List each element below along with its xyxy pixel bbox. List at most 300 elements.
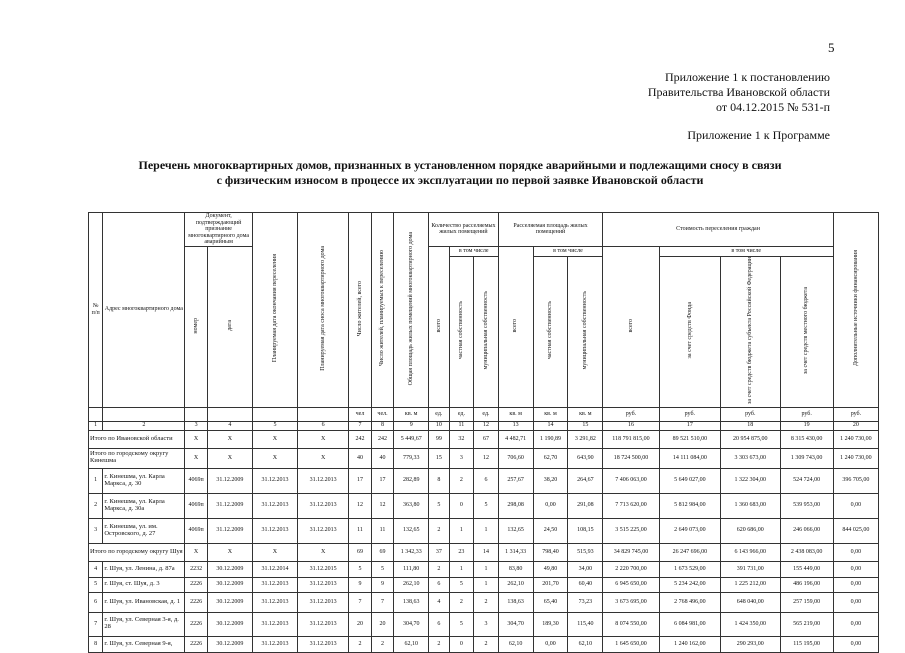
table-cell: 1 240 730,00 — [833, 430, 878, 448]
column-number-cell: 16 — [603, 421, 659, 430]
table-cell: 31.12.2013 — [252, 636, 297, 652]
table-cell: X — [298, 430, 349, 448]
table-cell: 1 240 162,00 — [659, 636, 720, 652]
table-cell: 99 — [429, 430, 449, 448]
row-number: 4 — [89, 561, 103, 577]
table-cell: 524 724,00 — [780, 468, 833, 493]
unit-cell — [298, 407, 349, 421]
table-cell: 30.12.2009 — [207, 561, 252, 577]
table-cell: 6 945 650,00 — [603, 577, 659, 592]
summary-label: Итого по городскому округу Шуя — [89, 543, 185, 561]
table-cell: 1 — [449, 518, 474, 543]
table-cell: 0,00 — [833, 493, 878, 518]
table-cell: 5 — [371, 561, 394, 577]
table-cell: 4069п — [185, 518, 208, 543]
header-residents-planned: Число жителей, планируемых к переселению — [379, 250, 386, 367]
table-cell: 31.12.2013 — [298, 518, 349, 543]
table-cell: 17 — [371, 468, 394, 493]
table-cell: 1 — [474, 518, 499, 543]
table-row — [89, 518, 879, 543]
table-cell: 24,50 — [533, 518, 568, 543]
table-cell: 2 — [474, 592, 499, 612]
header-cost-local: за счет средств местного бюджета — [803, 286, 810, 374]
table-cell: 62,10 — [568, 636, 603, 652]
table-cell: 189,30 — [533, 612, 568, 636]
address-cell: г. Кинешма, ул. Карла Маркса, д. 30а — [103, 493, 185, 518]
summary-row — [89, 448, 879, 468]
table-cell: 396 705,00 — [833, 468, 878, 493]
table-cell: 49,80 — [533, 561, 568, 577]
table-cell: 138,63 — [394, 592, 429, 612]
table-cell: 30.12.2009 — [207, 612, 252, 636]
table-cell: 23 — [449, 543, 474, 561]
table-cell: 18 724 500,00 — [603, 448, 659, 468]
address-cell: г. Шуя, ул. Ивановская, д. 1 — [103, 592, 185, 612]
summary-label: Итого по городскому округу Кинешма — [89, 448, 185, 468]
table-cell: 7 406 063,00 — [603, 468, 659, 493]
table-cell: 1 — [449, 561, 474, 577]
table-cell: 2 — [449, 592, 474, 612]
header-area-incl: в том числе — [533, 246, 603, 256]
table-cell: 6 — [429, 577, 449, 592]
table-cell: 5 449,67 — [394, 430, 429, 448]
table-cell: 31.12.2013 — [252, 493, 297, 518]
unit-cell: руб. — [603, 407, 659, 421]
column-number-cell: 6 — [298, 421, 349, 430]
table-cell: 34 829 745,00 — [603, 543, 659, 561]
table-cell: 5 649 027,00 — [659, 468, 720, 493]
table-cell: 12 — [349, 493, 372, 518]
header-area-private: частная собственность — [547, 301, 554, 360]
header-extra-funding: Дополнительные источники финансирования — [852, 250, 859, 367]
table-cell: 89 521 510,00 — [659, 430, 720, 448]
row-number: 6 — [89, 592, 103, 612]
table-cell: 363,80 — [394, 493, 429, 518]
table-cell: 11 — [349, 518, 372, 543]
table-cell: 6 143 966,00 — [721, 543, 780, 561]
table-cell: 298,08 — [498, 493, 533, 518]
table-cell: 31.12.2013 — [252, 518, 297, 543]
table-cell: 20 — [349, 612, 372, 636]
page-number: 5 — [828, 40, 835, 55]
column-number-cell: 9 — [394, 421, 429, 430]
unit-cell: руб. — [780, 407, 833, 421]
table-cell: 132,65 — [498, 518, 533, 543]
row-number: 5 — [89, 577, 103, 592]
unit-cell: ед. — [429, 407, 449, 421]
document-title — [100, 158, 820, 188]
table-cell: 115 195,00 — [780, 636, 833, 652]
header-address: Адрес многоквартирного дома — [103, 213, 185, 408]
appendix-line: от 04.12.2015 № 531-п — [716, 100, 830, 114]
table-cell: 1 424 350,00 — [721, 612, 780, 636]
table-cell: 648 040,00 — [721, 592, 780, 612]
table-cell: 1 309 743,00 — [780, 448, 833, 468]
table-cell: 5 — [349, 561, 372, 577]
table-row — [89, 592, 879, 612]
table-cell: 486 196,00 — [780, 577, 833, 592]
table-cell: 31.12.2013 — [252, 612, 297, 636]
column-number-cell: 5 — [252, 421, 297, 430]
header-residents-total: Число жителей, всего — [356, 280, 363, 337]
header-cost-fund: за счет средств Фонда — [686, 302, 693, 359]
column-number-cell: 13 — [498, 421, 533, 430]
units-row — [89, 407, 879, 421]
table-cell: 0,00 — [833, 592, 878, 612]
table-cell: 2 — [429, 636, 449, 652]
table-cell: 65,40 — [533, 592, 568, 612]
unit-cell: чел — [349, 407, 372, 421]
row-number: 2 — [89, 493, 103, 518]
column-number-cell: 1 — [89, 421, 103, 430]
header-num: № п/п — [89, 213, 103, 408]
table-cell: 1 240 730,00 — [833, 448, 878, 468]
table-cell: X — [207, 543, 252, 561]
table-cell: 6 — [429, 612, 449, 636]
table-cell: 37 — [429, 543, 449, 561]
table-cell: 0,00 — [533, 636, 568, 652]
table-row — [89, 612, 879, 636]
header-document: Документ, подтверждающий признание многоквартирного дома аварийным — [185, 213, 253, 247]
unit-cell — [89, 407, 103, 421]
table-cell: 0,00 — [833, 636, 878, 652]
header-rooms-municipal: муниципальная собственность — [482, 291, 489, 370]
table-cell: 798,40 — [533, 543, 568, 561]
table-row — [89, 577, 879, 592]
unit-cell — [252, 407, 297, 421]
table-cell: 20 954 875,00 — [721, 430, 780, 448]
table-cell: 15 — [429, 448, 449, 468]
table-cell: 8 315 430,00 — [780, 430, 833, 448]
table-cell: 31.12.2014 — [252, 561, 297, 577]
table-cell: 62,70 — [533, 448, 568, 468]
column-number-cell: 19 — [780, 421, 833, 430]
table-cell: 2 — [349, 636, 372, 652]
header-cost-incl: в том числе — [659, 246, 833, 256]
unit-cell: ед. — [449, 407, 474, 421]
table-cell: 6 084 981,00 — [659, 612, 720, 636]
table-cell: 138,63 — [498, 592, 533, 612]
column-number-cell: 12 — [474, 421, 499, 430]
column-number-cell: 14 — [533, 421, 568, 430]
table-cell: 0,00 — [833, 561, 878, 577]
table-cell: 31.12.2013 — [252, 577, 297, 592]
table-cell: 5 — [449, 577, 474, 592]
table-cell: 30.12.2009 — [207, 592, 252, 612]
table-cell: 515,93 — [568, 543, 603, 561]
table-cell: 2 — [429, 518, 449, 543]
summary-row — [89, 543, 879, 561]
table-cell: 4 482,71 — [498, 430, 533, 448]
table-cell: 0,00 — [833, 543, 878, 561]
table-cell: 5 812 984,00 — [659, 493, 720, 518]
table-cell: 11 — [371, 518, 394, 543]
houses-table — [88, 212, 879, 653]
table-cell: 17 — [349, 468, 372, 493]
table-cell: 2 — [429, 561, 449, 577]
table-cell: 67 — [474, 430, 499, 448]
table-cell: 1 190,89 — [533, 430, 568, 448]
appendix-line: Приложение 1 к постановлению — [664, 70, 830, 84]
unit-cell: руб. — [833, 407, 878, 421]
table-cell: 565 219,00 — [780, 612, 833, 636]
table-cell: 108,15 — [568, 518, 603, 543]
table-cell: 1 360 683,00 — [721, 493, 780, 518]
row-number: 8 — [89, 636, 103, 652]
table-cell: 69 — [349, 543, 372, 561]
table-cell: 5 — [429, 493, 449, 518]
table-cell: 2226 — [185, 577, 208, 592]
table-cell: 8 074 550,00 — [603, 612, 659, 636]
header-planned-end: Планируемая дата окончания переселения — [271, 254, 278, 363]
table-cell: 31.12.2013 — [298, 493, 349, 518]
table-cell: 2 — [371, 636, 394, 652]
header-cost-group: Стоимость переселения граждан — [603, 213, 834, 247]
address-cell: г. Шуя, ст. Шуя, д. 3 — [103, 577, 185, 592]
unit-cell: кв. м — [533, 407, 568, 421]
table-cell: 31.12.2009 — [207, 493, 252, 518]
table-cell: 3 303 673,00 — [721, 448, 780, 468]
column-number-cell: 10 — [429, 421, 449, 430]
table-cell: 257,67 — [498, 468, 533, 493]
header-planned-demolition: Планируемая дата сноса многоквартирного дома — [319, 246, 326, 371]
table-cell: 118 791 815,00 — [603, 430, 659, 448]
table-cell: 2 220 700,00 — [603, 561, 659, 577]
table-cell: 31.12.2013 — [298, 592, 349, 612]
table-cell: 779,33 — [394, 448, 429, 468]
table-cell: 620 686,00 — [721, 518, 780, 543]
table-cell: 73,23 — [568, 592, 603, 612]
summary-label: Итого по Ивановской области — [89, 430, 185, 448]
table-cell: 0 — [449, 636, 474, 652]
unit-cell: кв. м — [394, 407, 429, 421]
table-cell: 2 768 496,00 — [659, 592, 720, 612]
table-cell: 31.12.2015 — [298, 561, 349, 577]
table-cell: 31.12.2013 — [298, 612, 349, 636]
table-cell: X — [298, 448, 349, 468]
column-number-cell: 4 — [207, 421, 252, 430]
table-cell: X — [252, 430, 297, 448]
table-row — [89, 493, 879, 518]
column-number-cell: 15 — [568, 421, 603, 430]
table-cell: 1 — [474, 577, 499, 592]
table-cell: 62,10 — [498, 636, 533, 652]
table-cell: 1 673 529,00 — [659, 561, 720, 577]
table-cell: 257 159,00 — [780, 592, 833, 612]
table-cell: 40 — [349, 448, 372, 468]
table-cell: 31.12.2013 — [298, 577, 349, 592]
unit-cell — [103, 407, 185, 421]
unit-cell: ед. — [474, 407, 499, 421]
unit-cell: чел. — [371, 407, 394, 421]
table-cell: 20 — [371, 612, 394, 636]
table-cell: 38,20 — [533, 468, 568, 493]
table-cell: 60,40 — [568, 577, 603, 592]
table-cell: 1 342,33 — [394, 543, 429, 561]
table-cell: 0,00 — [533, 493, 568, 518]
table-cell: 12 — [474, 448, 499, 468]
table-cell: 1 314,33 — [498, 543, 533, 561]
table-cell: 14 111 084,00 — [659, 448, 720, 468]
table-cell: 5 234 242,00 — [659, 577, 720, 592]
table-cell: X — [185, 543, 208, 561]
table-cell: 262,10 — [498, 577, 533, 592]
table-cell: 14 — [474, 543, 499, 561]
table-cell: 2 — [474, 636, 499, 652]
table-cell: 3 — [474, 612, 499, 636]
unit-cell — [207, 407, 252, 421]
table-cell: 2226 — [185, 636, 208, 652]
table-cell: 7 — [371, 592, 394, 612]
unit-cell: кв. м — [498, 407, 533, 421]
table-cell: 2 649 073,00 — [659, 518, 720, 543]
table-cell: 34,00 — [568, 561, 603, 577]
table-cell: 291,08 — [568, 493, 603, 518]
address-cell: г. Кинешма, ул. Карла Маркса, д. 30 — [103, 468, 185, 493]
header-rooms-total: всего — [435, 318, 442, 333]
table-cell: 132,65 — [394, 518, 429, 543]
table-cell: 643,90 — [568, 448, 603, 468]
table-cell: 83,80 — [498, 561, 533, 577]
table-cell: 8 — [429, 468, 449, 493]
table-cell: 844 025,00 — [833, 518, 878, 543]
table-cell: 1 322 304,00 — [721, 468, 780, 493]
table-cell: 3 — [449, 448, 474, 468]
header-area-group: Расселяемая площадь жилых помещений — [498, 213, 603, 247]
unit-cell: руб. — [721, 407, 780, 421]
table-cell: 706,60 — [498, 448, 533, 468]
table-cell: 2 — [449, 468, 474, 493]
table-cell: X — [252, 543, 297, 561]
table-cell: 31.12.2013 — [298, 636, 349, 652]
header-total-area: Общая площадь жилых помещений многоквартирного дома — [407, 231, 414, 386]
table-cell: 0 — [449, 493, 474, 518]
column-number-cell: 18 — [721, 421, 780, 430]
table-cell: 9 — [349, 577, 372, 592]
table-cell: 111,80 — [394, 561, 429, 577]
table-cell: X — [207, 448, 252, 468]
header-doc-number: номер — [192, 317, 199, 334]
header-cost-region: за счет средств бюджета субъекта Российской Федерации — [746, 256, 753, 404]
table-row — [89, 561, 879, 577]
table-cell: 155 449,00 — [780, 561, 833, 577]
column-number-cell: 2 — [103, 421, 185, 430]
table-cell: 2226 — [185, 592, 208, 612]
table-cell: 3 515 225,00 — [603, 518, 659, 543]
table-cell: 242 — [349, 430, 372, 448]
appendix-line: Правительства Ивановской области — [647, 85, 830, 99]
title-line: Перечень многоквартирных домов, признанных в установленном порядке аварийными и подлежащими сносу в связи — [138, 158, 782, 172]
table-cell: 5 — [474, 493, 499, 518]
appendix-program: Приложение 1 к Программе — [687, 128, 830, 142]
address-cell: г. Кинешма, ул. им. Островского, д. 27 — [103, 518, 185, 543]
table-cell: 282,89 — [394, 468, 429, 493]
title-line: с физическим износом в процессе их эксплуатации по первой заявке Ивановской области — [216, 173, 704, 187]
header-area-total: всего — [512, 318, 519, 333]
header-rooms-count: Количество расселяемых жилых помещений — [429, 213, 499, 247]
table-cell: X — [185, 430, 208, 448]
table-cell: 115,40 — [568, 612, 603, 636]
table-row — [89, 468, 879, 493]
table-cell: 62,10 — [394, 636, 429, 652]
table-cell: 1 645 650,00 — [603, 636, 659, 652]
header-doc-date: дата — [226, 319, 233, 331]
table-cell: 4069п — [185, 493, 208, 518]
column-number-cell: 8 — [371, 421, 394, 430]
column-number-cell: 20 — [833, 421, 878, 430]
address-cell: г. Шуя, ул. Северная 9-я, — [103, 636, 185, 652]
table-cell: 30.12.2009 — [207, 636, 252, 652]
table-cell: 31.12.2013 — [298, 468, 349, 493]
table-cell: 2226 — [185, 612, 208, 636]
table-cell: 9 — [371, 577, 394, 592]
header-cost-total: всего — [627, 318, 634, 333]
table-cell: 12 — [371, 493, 394, 518]
table-cell: 31.12.2013 — [252, 592, 297, 612]
table-cell: 69 — [371, 543, 394, 561]
table-cell: 26 247 696,00 — [659, 543, 720, 561]
table-cell: 1 — [474, 561, 499, 577]
table-cell: 2232 — [185, 561, 208, 577]
table-cell: 31.12.2009 — [207, 518, 252, 543]
row-number: 7 — [89, 612, 103, 636]
table-cell: 30.12.2009 — [207, 577, 252, 592]
table-cell: 4069п — [185, 468, 208, 493]
summary-row — [89, 430, 879, 448]
table-cell: 262,10 — [394, 577, 429, 592]
table-cell: 7 — [349, 592, 372, 612]
header-rooms-incl: в том числе — [449, 246, 498, 256]
table-cell: X — [207, 430, 252, 448]
table-cell: X — [185, 448, 208, 468]
address-cell: г. Шуя, ул. Северная 3-я, д. 28 — [103, 612, 185, 636]
table-cell: 391 731,00 — [721, 561, 780, 577]
table-cell: 290 293,00 — [721, 636, 780, 652]
table-cell: 5 — [449, 612, 474, 636]
appendix-resolution — [648, 70, 830, 115]
column-number-cell: 3 — [185, 421, 208, 430]
table-cell: 6 — [474, 468, 499, 493]
table-cell: 1 225 212,00 — [721, 577, 780, 592]
table-cell: 4 — [429, 592, 449, 612]
table-cell: 264,67 — [568, 468, 603, 493]
table-cell: 2 438 083,00 — [780, 543, 833, 561]
unit-cell: кв. м — [568, 407, 603, 421]
table-cell: 3 673 695,00 — [603, 592, 659, 612]
column-numbers-row — [89, 421, 879, 430]
header-rooms-private: частная собственность — [458, 301, 465, 360]
column-number-cell: 11 — [449, 421, 474, 430]
table-cell: X — [252, 448, 297, 468]
table-cell: 0,00 — [833, 612, 878, 636]
header-area-municipal: муниципальная собственность — [582, 291, 589, 370]
table-row — [89, 636, 879, 652]
table-cell: X — [298, 543, 349, 561]
table-cell: 246 066,00 — [780, 518, 833, 543]
table-cell: 201,70 — [533, 577, 568, 592]
row-number: 3 — [89, 518, 103, 543]
table-cell: 539 953,00 — [780, 493, 833, 518]
table-cell: 31.12.2013 — [252, 468, 297, 493]
table-cell: 7 713 620,00 — [603, 493, 659, 518]
unit-cell — [185, 407, 208, 421]
table-cell: 40 — [371, 448, 394, 468]
column-number-cell: 17 — [659, 421, 720, 430]
table-cell: 304,70 — [498, 612, 533, 636]
table-cell: 32 — [449, 430, 474, 448]
table-cell: 304,70 — [394, 612, 429, 636]
table-cell: 242 — [371, 430, 394, 448]
